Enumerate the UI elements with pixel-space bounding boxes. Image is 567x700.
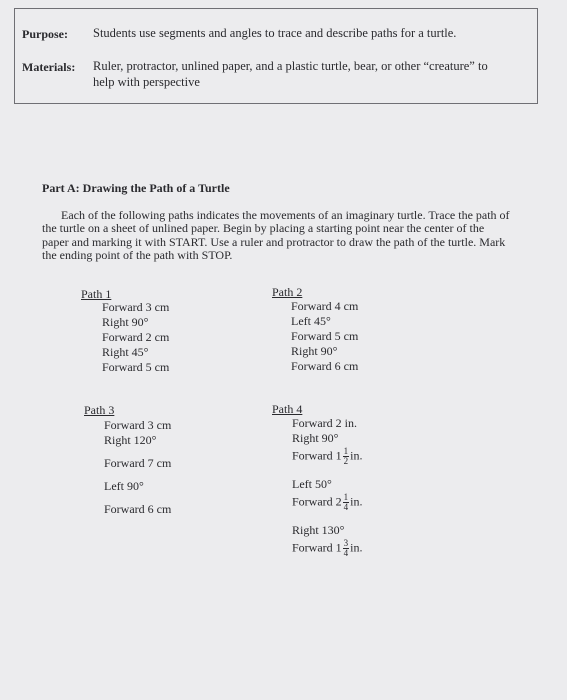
path-2-step: Forward 4 cm <box>291 299 359 313</box>
fraction-numerator: 3 <box>343 538 349 548</box>
path-1-step: Forward 2 cm <box>102 330 170 344</box>
path-4-step: Forward 2 in. <box>292 416 357 430</box>
path-1-step: Forward 3 cm <box>102 300 170 314</box>
path-4-step: Right 90° <box>292 431 339 445</box>
path-3-title: Path 3 <box>84 403 115 417</box>
fraction-denominator: 4 <box>343 502 349 512</box>
path-3-step: Forward 7 cm <box>104 456 172 470</box>
mixed-number-whole: Forward 2 <box>292 494 342 509</box>
path-1-step: Right 90° <box>102 315 149 329</box>
path-1-title: Path 1 <box>81 287 112 301</box>
path-4-step: Right 130° <box>292 523 345 537</box>
fraction-numerator: 1 <box>343 492 349 502</box>
materials-text-line2: help with perspective <box>93 75 200 89</box>
purpose-materials-box <box>14 8 538 104</box>
path-4-step: Left 50° <box>292 477 332 491</box>
unit-label: in. <box>350 540 363 555</box>
path-1-step: Right 45° <box>102 345 149 359</box>
mixed-number-whole: Forward 1 <box>292 448 342 463</box>
path-4-step-fraction <box>292 493 363 512</box>
path-4-title: Path 4 <box>272 402 303 416</box>
fraction-denominator: 4 <box>343 548 349 558</box>
purpose-label: Purpose: <box>22 27 68 41</box>
path-3-step: Forward 3 cm <box>104 418 172 432</box>
materials-text-line1: Ruler, protractor, unlined paper, and a plastic turtle, bear, or other “creature” to <box>93 59 488 73</box>
fraction-denominator: 2 <box>343 456 349 466</box>
materials-label: Materials: <box>22 60 76 74</box>
mixed-number-whole: Forward 1 <box>292 540 342 555</box>
part-a-heading: Part A: Drawing the Path of a Turtle <box>42 181 230 195</box>
part-a-instructions: Each of the following paths indicates the movements of an imaginary turtle. Trace the path of the turtle on a sheet of unlined paper. Begin by placing a starting point near the center of the paper and marking it with START. Use a ruler and protractor to draw the path of the turtle. Mark the ending point of the path with STOP. <box>42 208 510 263</box>
unit-label: in. <box>350 448 363 463</box>
path-3-step: Left 90° <box>104 479 144 493</box>
path-2-step: Left 45° <box>291 314 331 328</box>
unit-label: in. <box>350 494 363 509</box>
path-2-title: Path 2 <box>272 285 303 299</box>
path-4-step-fraction <box>292 447 363 466</box>
purpose-text: Students use segments and angles to trace and describe paths for a turtle. <box>93 26 457 40</box>
path-3-step: Right 120° <box>104 433 157 447</box>
fraction-numerator: 1 <box>343 446 349 456</box>
path-2-step: Forward 5 cm <box>291 329 359 343</box>
path-2-step: Right 90° <box>291 344 338 358</box>
fraction <box>343 493 350 512</box>
fraction <box>343 539 350 558</box>
fraction <box>343 447 350 466</box>
path-3-step: Forward 6 cm <box>104 502 172 516</box>
path-2-step: Forward 6 cm <box>291 359 359 373</box>
path-1-step: Forward 5 cm <box>102 360 170 374</box>
path-4-step-fraction <box>292 539 363 558</box>
